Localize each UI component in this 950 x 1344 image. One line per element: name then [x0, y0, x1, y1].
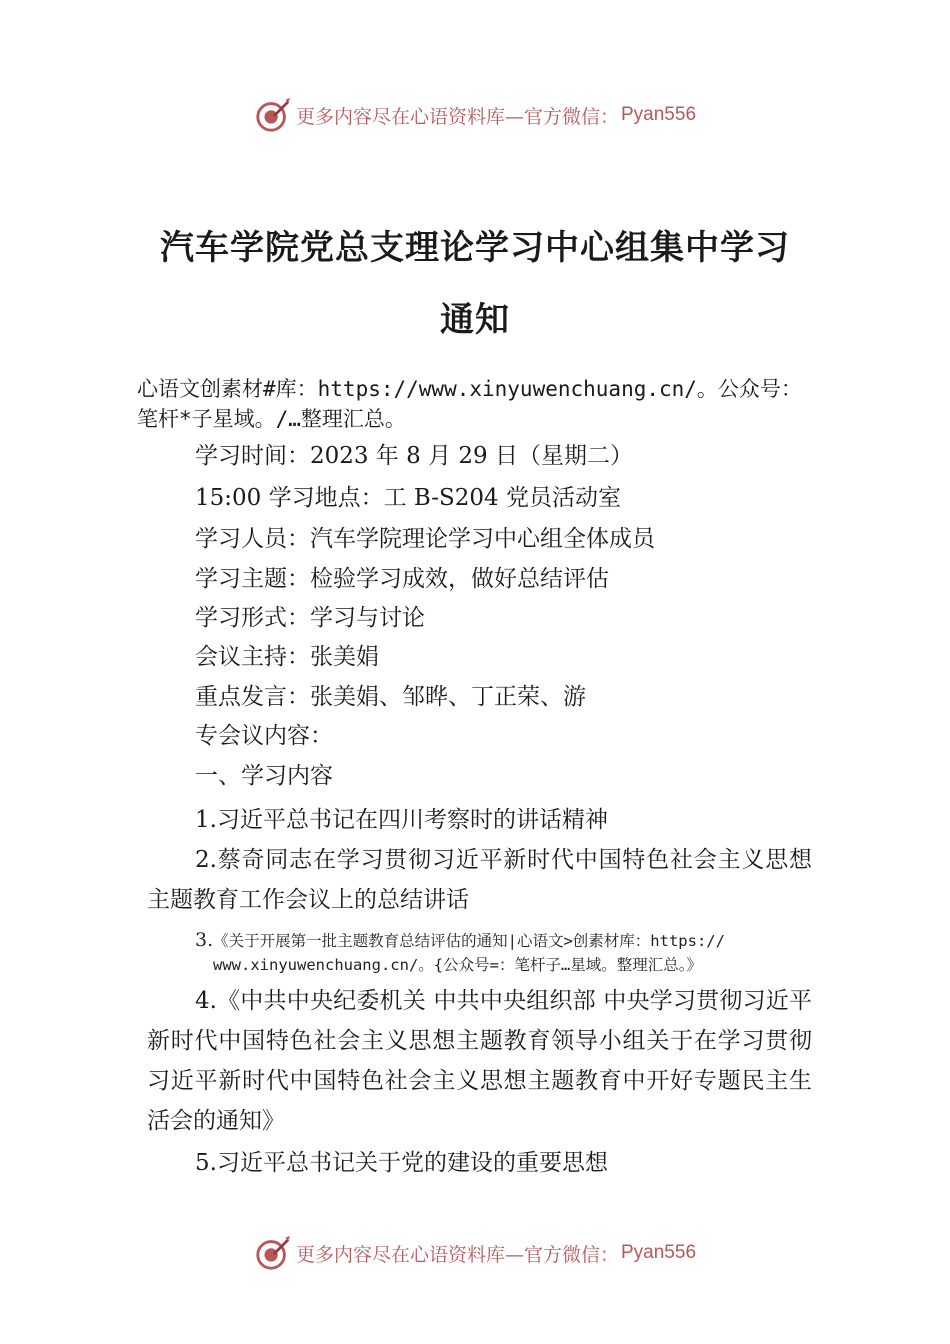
list-item-3-line1: 《关于开展第一批主题教育总结评估的通知|心语文>创素材库：https:// [213, 932, 725, 950]
list-item-2: 2.蔡奇同志在学习贯彻习近平新时代中国特色社会主义思想主题教育工作会议上的总结讲话 [147, 847, 812, 913]
banner-wechat-id: Pyan556 [621, 104, 697, 125]
meeting-host: 会议主持：张美娟 [195, 644, 379, 670]
study-topic: 学习主题：检验学习成效，做好总结评估 [195, 566, 609, 592]
study-people: 学习人员：汽车学院理论学习中心组全体成员 [195, 526, 655, 552]
list-item-4: 4.《中共中央纪委机关 中共中央组织部 中央学习贯彻习近平新时代中国特色社会主义思想主题教育领导小组关于在学习贯彻习近平新时代中国特色社会主义思想主题教育中开好专题民主生活会的通知》 [147, 988, 812, 1134]
pen-logo-icon [254, 1234, 292, 1272]
meeting-content-label: 专会议内容： [195, 723, 333, 749]
banner-text: 更多内容尽在心语资料库—官方微信： [295, 105, 619, 128]
list-item-3 [195, 928, 795, 977]
document-title-line1: 汽车学院党总支理论学习中心组集中学习 [160, 228, 790, 268]
banner-wechat-id: Pyan556 [621, 1242, 697, 1263]
study-time: 学习时间：2023 年 8 月 29 日（星期二） [195, 443, 633, 469]
pen-logo-icon [254, 96, 292, 134]
header-banner [0, 95, 950, 135]
list-item-1: 1.习近平总书记在四川考察时的讲话精神 [195, 807, 608, 833]
key-speakers: 重点发言：张美娟、邹晔、丁正荣、游 [195, 684, 586, 710]
banner-text: 更多内容尽在心语资料库—官方微信： [295, 1243, 619, 1266]
study-form: 学习形式：学习与讨论 [195, 605, 425, 631]
document-title-line2: 通知 [440, 300, 510, 340]
list-item-3-line2: www.xinyuwenchuang.cn/。{公众号=：笔杆子…星域。整理汇总。》 [213, 956, 703, 974]
source-note: 心语文创素材#库：https://www.xinyuwenchuang.cn/。公众号：笔杆*子星域。/…整理汇总。 [137, 377, 802, 431]
list-item-5: 5.习近平总书记关于党的建设的重要思想 [195, 1150, 608, 1176]
section-heading-1: 一、学习内容 [195, 763, 333, 789]
list-item-3-number: 3. [195, 929, 214, 951]
study-place: 15:00 学习地点：工 B-S204 党员活动室 [195, 485, 621, 511]
footer-banner [0, 1233, 950, 1273]
